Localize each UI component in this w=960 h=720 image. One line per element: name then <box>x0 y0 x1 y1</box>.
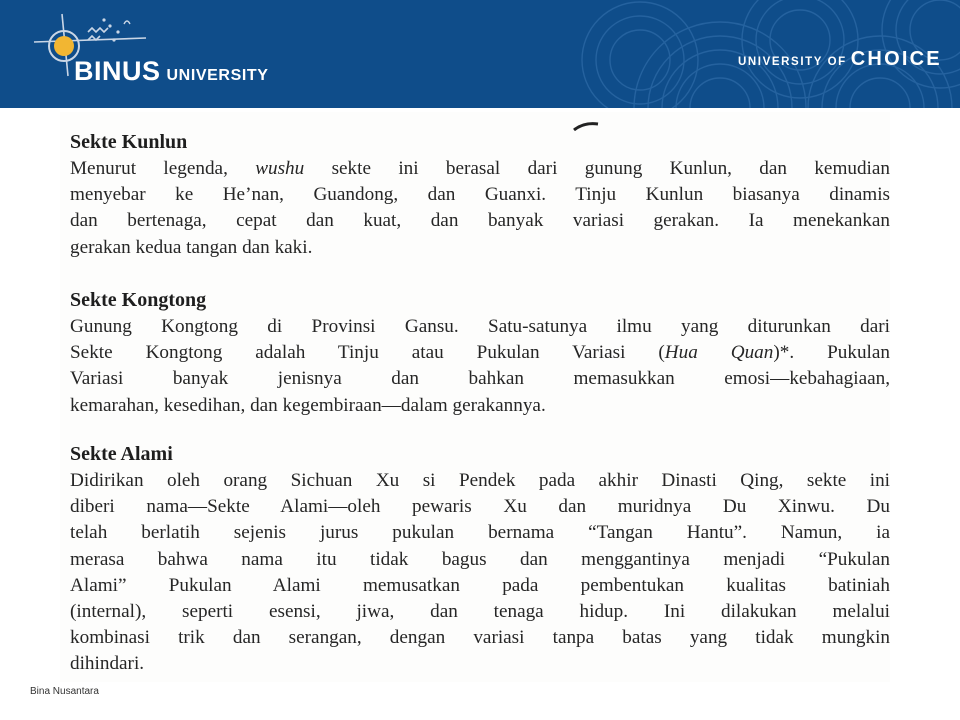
text-line: kombinasi trik dan serangan, dengan variasi tanpa batas yang tidak mungkin <box>70 627 890 649</box>
tagline-prefix: UNIVERSITY OF <box>738 56 847 68</box>
section-kunlun <box>70 130 890 261</box>
section-heading: Sekte Kunlun <box>70 131 188 153</box>
header-banner <box>0 0 960 108</box>
section-body <box>70 468 890 678</box>
section-heading: Sekte Kongtong <box>70 289 207 311</box>
text-line: Menurut legenda, wushu sekte ini berasal dari gunung Kunlun, dan kemudian <box>70 158 890 179</box>
binus-logo <box>28 10 298 90</box>
logo-main-text: BINUS <box>74 56 161 86</box>
text-line: dihindari. <box>70 653 145 675</box>
text-line: kemarahan, kesedihan, dan kegembiraan—dalam gerakannya. <box>70 394 546 416</box>
text-line: Gunung Kongtong di Provinsi Gansu. Satu-satunya ilmu yang diturunkan dari <box>70 316 890 337</box>
text-line: gerakan kedua tangan dan kaki. <box>70 236 313 258</box>
text-line: (internal), seperti esensi, jiwa, dan tenaga hidup. Ini dilakukan melalui <box>70 601 890 623</box>
section-body <box>70 314 890 419</box>
footer-text: Bina Nusantara <box>30 686 99 697</box>
section-heading: Sekte Alami <box>70 443 173 465</box>
text-line: Sekte Kongtong adalah Tinju atau Pukulan Variasi (Hua Quan)*. Pukulan <box>70 342 890 364</box>
tagline-choice: CHOICE <box>850 48 942 70</box>
text-line: Variasi banyak jenisnya dan bahkan memasukkan emosi—kebahagiaan, <box>70 368 890 390</box>
section-body <box>70 156 890 261</box>
section-alami <box>70 442 890 678</box>
text-line: menyebar ke He’nan, Guandong, dan Guanxi. Tinju Kunlun biasanya dinamis <box>70 184 890 206</box>
text-line: telah berlatih sejenis jurus pukulan bernama “Tangan Hantu”. Namun, ia <box>70 522 890 544</box>
text-line: Alami” Pukulan Alami memusatkan pada pembentukan kualitas batiniah <box>70 574 890 596</box>
section-kongtong <box>70 288 890 419</box>
text-line: merasa bahwa nama itu tidak bagus dan menggantinya menjadi “Pukulan <box>70 548 890 570</box>
logo-sub-text: UNIVERSITY <box>166 67 269 84</box>
text-line: dan bertenaga, cepat dan kuat, dan banyak variasi gerakan. Ia menekankan <box>70 210 890 232</box>
text-line: Didirikan oleh orang Sichuan Xu si Pendek pada akhir Dinasti Qing, sekte ini <box>70 470 890 491</box>
university-of-choice-tagline <box>738 48 942 71</box>
text-line: diberi nama—Sekte Alami—oleh pewaris Xu dan muridnya Du Xinwu. Du <box>70 496 890 518</box>
